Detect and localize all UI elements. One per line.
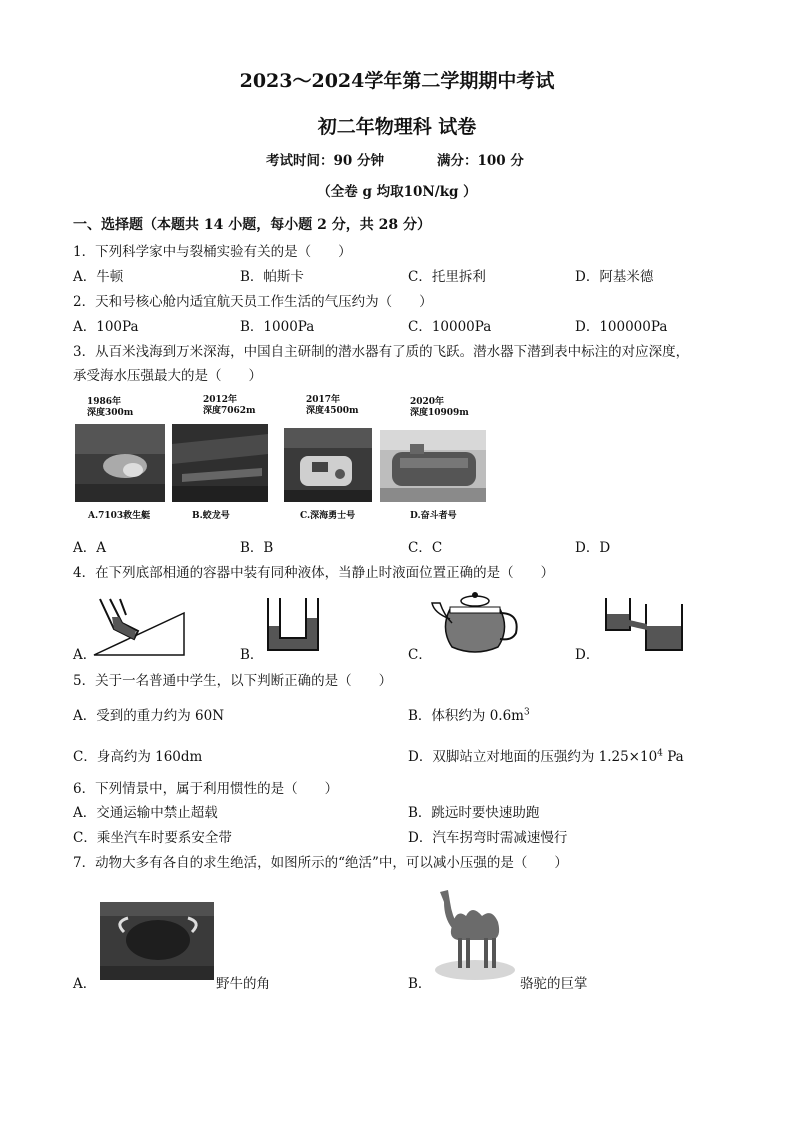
question-4-option-a: A． [73, 647, 97, 663]
camel-photo [432, 882, 518, 982]
question-6-option-a: A．交通运输中禁止超载 [73, 805, 218, 821]
question-2-option-d: D．100000Pa [575, 319, 668, 335]
submersible-c-photo [284, 428, 372, 502]
question-7-stem: 7．动物大多有各自的求生绝活，如图所示的“绝活”中，可以减小压强的是（ ） [73, 855, 568, 871]
submersible-a-name: A.7103救生艇 [88, 511, 151, 521]
question-1-option-c: C．托里拆利 [408, 269, 486, 285]
question-2-option-b: B．1000Pa [240, 319, 315, 335]
question-5-option-c: C．身高约为 160dm [73, 749, 203, 765]
question-5-stem: 5．关于一名普通中学生，以下判断正确的是（ ） [73, 673, 393, 689]
question-2-option-a: A．100Pa [73, 319, 139, 335]
submersible-d-photo [380, 430, 486, 502]
connected-container-diagram-b [264, 596, 324, 654]
submersible-b-year: 2012年 [203, 395, 238, 405]
submersible-b-photo [172, 424, 268, 502]
question-4-stem: 4．在下列底部相通的容器中装有同种液体，当静止时液面位置正确的是（ ） [73, 565, 555, 581]
section-heading: 一、选择题（本题共 14 小题，每小题 2 分，共 28 分） [73, 217, 431, 233]
submersible-d-year: 2020年 [410, 397, 445, 407]
question-6-option-b: B．跳远时要快速助跑 [408, 805, 540, 821]
question-2-option-c: C．10000Pa [408, 319, 492, 335]
question-7-option-a: A． [73, 976, 97, 992]
gravity-note: （全卷 g 均取10N/kg ） [317, 184, 477, 200]
question-3-option-d: D．D [575, 540, 611, 556]
question-5-option-d: D．双脚站立对地面的压强约为 $1.25\times 10^4$ Pa [408, 748, 684, 765]
question-4-option-b: B． [240, 647, 264, 663]
question-4-option-d: D． [575, 647, 600, 663]
submersible-a-photo [75, 424, 165, 502]
bison-caption: 野牛的角 [216, 976, 270, 992]
bison-photo [100, 902, 214, 980]
question-1-stem: 1．下列科学家中与裂桶实验有关的是（ ） [73, 244, 352, 260]
camel-caption: 骆驼的巨掌 [520, 976, 588, 992]
submersible-b-name: B.蛟龙号 [192, 511, 230, 521]
question-3-option-b: B．B [240, 540, 274, 556]
page-subtitle: 初二年物理科 试卷 [317, 116, 477, 138]
submersible-c-year: 2017年 [306, 395, 341, 405]
question-6-stem: 6．下列情景中，属于利用惯性的是（ ） [73, 781, 339, 797]
submersible-d-depth: 深度10909m [410, 408, 469, 418]
question-3-option-a: A．A [73, 540, 106, 556]
question-5-option-a: A．受到的重力约为 60N [73, 708, 225, 724]
question-1-option-b: B．帕斯卡 [240, 269, 304, 285]
question-5-option-b: B．体积约为 $0.6m^3$ [408, 707, 530, 724]
question-3-option-c: C．C [408, 540, 443, 556]
full-score: 满分：100 分 [437, 153, 524, 169]
exam-time: 考试时间：90 分钟 [266, 153, 384, 169]
question-7-option-b: B． [408, 976, 432, 992]
connected-container-diagram-a [92, 595, 192, 657]
teapot-diagram [430, 589, 522, 659]
submersible-b-depth: 深度7062m [203, 406, 256, 416]
submersible-c-name: C.深海勇士号 [300, 511, 356, 521]
submersible-c-depth: 深度4500m [306, 406, 359, 416]
page-title: 2023～2024学年第二学期期中考试 [239, 70, 555, 92]
question-3-stem-continued: 承受海水压强最大的是（ ） [73, 368, 262, 384]
question-1-option-a: A．牛顿 [73, 269, 124, 285]
submersible-d-name: D.奋斗者号 [410, 511, 457, 521]
question-1-option-d: D．阿基米德 [575, 269, 654, 285]
question-6-option-d: D．汽车拐弯时需减速慢行 [408, 830, 568, 846]
connected-container-diagram-d [600, 596, 686, 654]
question-3-stem: 3．从百米浅海到万米深海，中国自主研制的潜水器有了质的飞跃。潜水器下潜到表中标注的对应深度， [73, 344, 690, 360]
submersible-a-depth: 深度300m [87, 408, 134, 418]
submersible-a-year: 1986年 [87, 397, 122, 407]
question-6-option-c: C．乘坐汽车时要系安全带 [73, 830, 232, 846]
question-4-option-c: C． [408, 647, 432, 663]
question-2-stem: 2．天和号核心舱内适宜航天员工作生活的气压约为（ ） [73, 294, 433, 310]
